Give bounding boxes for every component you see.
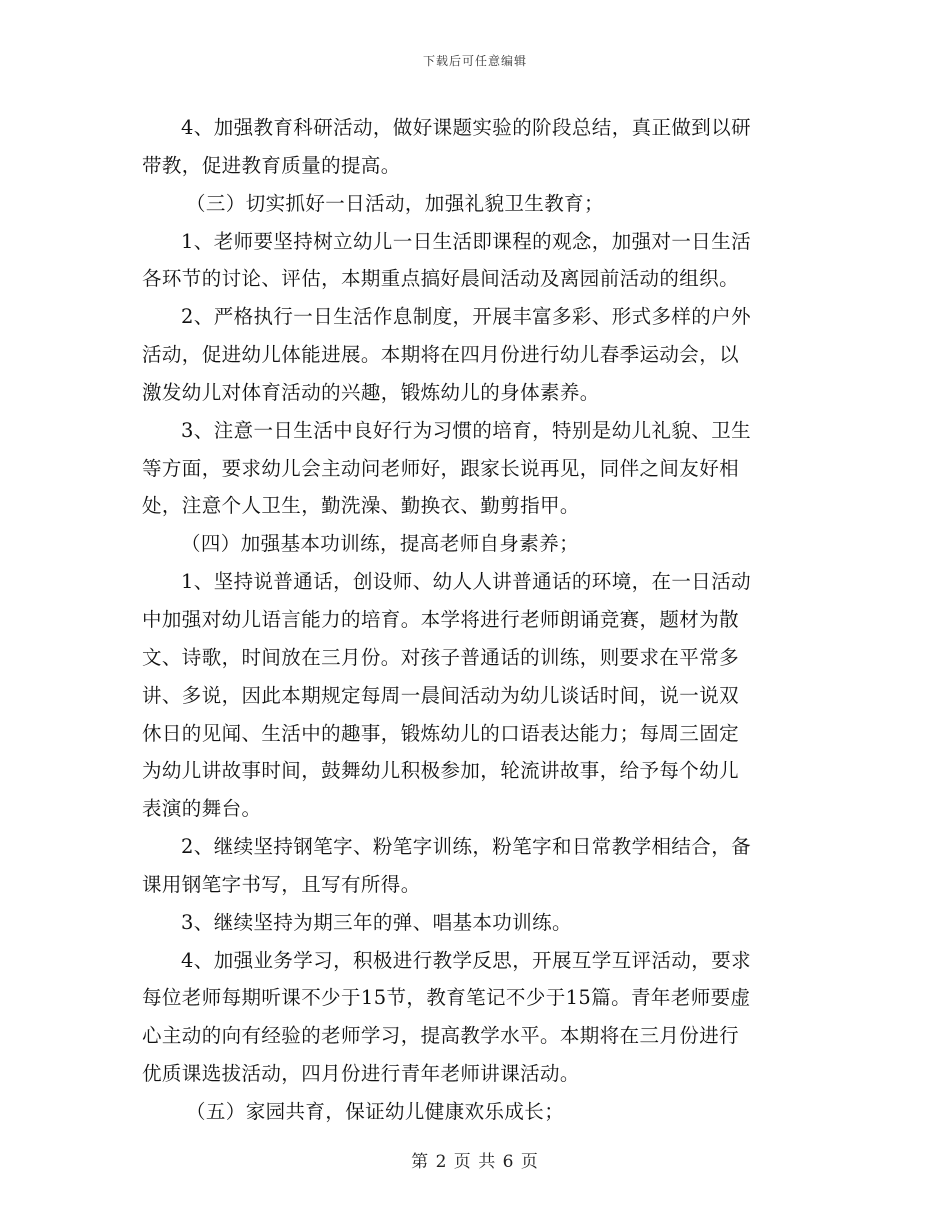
text-line: 课用钢笔字书写，且写有所得。 [142,872,421,896]
text-line: （四）加强基本功训练，提高老师自身素养； [181,532,580,556]
text-line: 优质课选拔活动，四月份进行青年老师讲课活动。 [142,1062,580,1086]
document-body [142,109,808,1131]
page-footer: 第 2 页 共 6 页 [411,1152,539,1172]
text-line: 心主动的向有经验的老师学习，提高教学水平。本期将在三月份进行 [142,1024,740,1048]
text-line: 为幼儿讲故事时间，鼓舞幼儿积极参加，轮流讲故事，给予每个幼儿 [142,759,740,783]
text-line: 活动，促进幼儿体能进展。本期将在四月份进行幼儿春季运动会，以 [142,343,740,367]
text-line: 等方面，要求幼儿会主动问老师好，跟家长说再见，同伴之间友好相 [142,456,740,480]
text-line: 3、继续坚持为期三年的弹、唱基本功训练。 [181,910,572,934]
page-header: 下载后可任意编辑 [422,54,527,68]
text-line: 1、坚持说普通话，创设师、幼人人讲普通话的环境，在一日活动 [181,570,752,594]
text-line: （五）家园共育，保证幼儿健康欢乐成长； [186,1099,565,1123]
text-line: 表演的舞台。 [142,797,262,821]
text-line: 休日的见闻、生活中的趣事，锻炼幼儿的口语表达能力；每周三固定 [142,721,740,745]
text-line: 4、加强业务学习，积极进行教学反思，开展互学互评活动，要求 [181,948,752,972]
text-line: 每位老师每期听课不少于15节，教育笔记不少于15篇。青年老师要虚 [142,986,751,1010]
text-line: 各环节的讨论、评估，本期重点搞好晨间活动及离园前活动的组织。 [142,267,740,291]
text-line: 中加强对幼儿语言能力的培育。本学将进行老师朗诵竞赛，题材为散 [142,607,740,631]
text-line: 处，注意个人卫生，勤洗澡、勤换衣、勤剪指甲。 [142,494,580,518]
text-line: 激发幼儿对体育活动的兴趣，锻炼幼儿的身体素养。 [142,380,600,404]
text-line: 2、继续坚持钢笔字、粉笔字训练，粉笔字和日常教学相结合，备 [181,835,752,859]
text-line: 4、加强教育科研活动，做好课题实验的阶段总结，真正做到以研 [181,116,752,139]
text-line: 文、诗歌，时间放在三月份。对孩子普通话的训练，则要求在平常多 [142,645,740,669]
text-line: 带教，促进教育质量的提高。 [142,153,401,177]
text-line: 2、严格执行一日生活作息制度，开展丰富多彩、形式多样的户外 [181,305,752,329]
text-line: 3、注意一日生活中良好行为习惯的培育，特别是幼儿礼貌、卫生 [181,418,752,442]
text-line: （三）切实抓好一日活动，加强礼貌卫生教育； [186,191,604,215]
text-line: 讲、多说，因此本期规定每周一晨间活动为幼儿谈话时间，说一说双 [142,683,740,707]
text-line: 1、老师要坚持树立幼儿一日生活即课程的观念，加强对一日生活 [181,229,752,253]
